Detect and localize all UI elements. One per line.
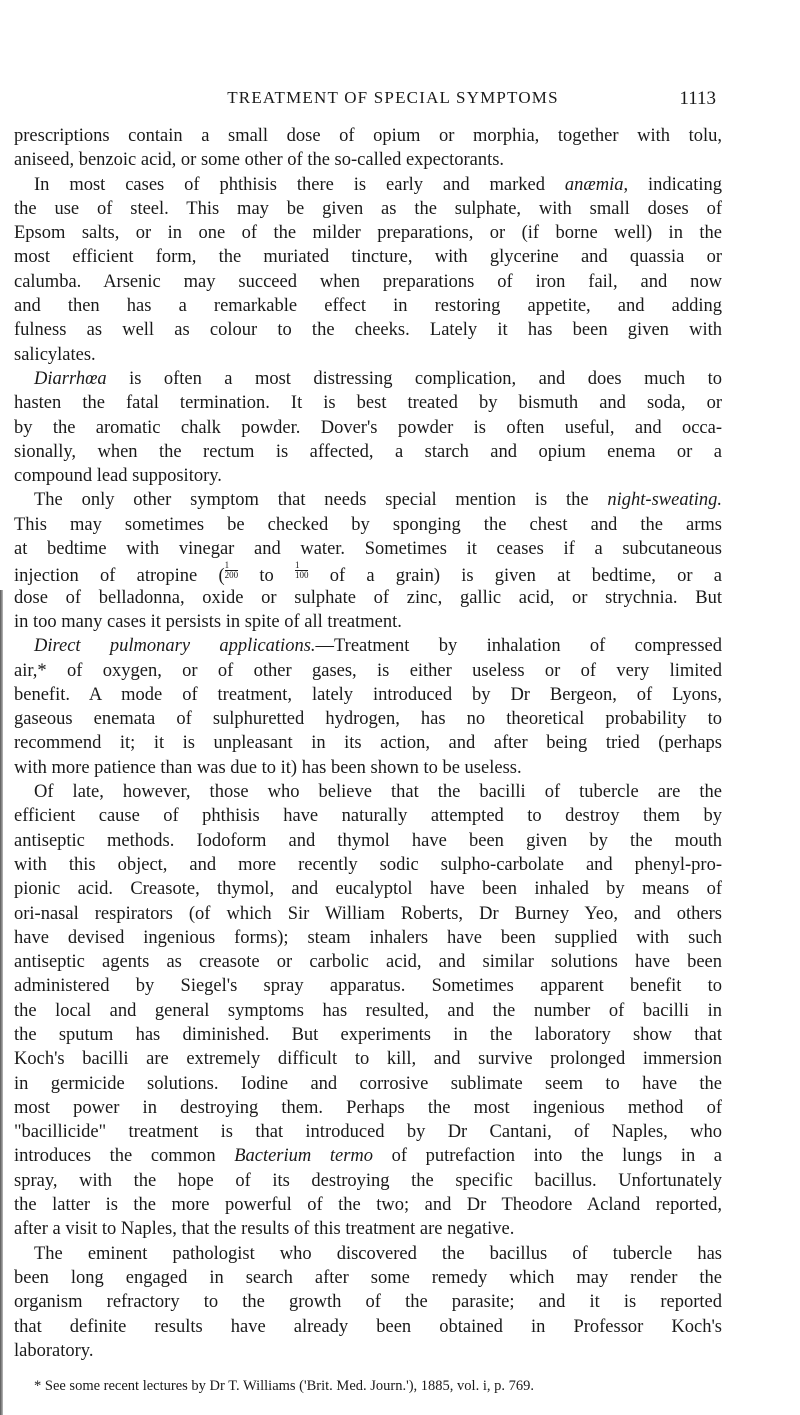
text-line: salicylates. [14,344,96,365]
fraction-1-200: $\frac{1}{200}$ [224,561,239,581]
text-line: The only other symptom that needs special mention is the night-sweating. [34,490,722,511]
text-line: laboratory. [14,1340,94,1361]
text-line: ori-nasal respirators (of which Sir William Roberts, Dr Burney Yeo, and others [14,903,722,924]
text-line: injection of atropine ( $\frac{1}{200}$ to $\frac{1}{100}$ of a grain) is given at bedtime, or a [14,561,722,586]
text-line: recommend it; it is unpleasant in its action, and after being tried (perhaps [14,733,722,754]
page-edge-shadow [0,590,3,1415]
text-line: the use of steel. This may be given as the sulphate, with small doses of [14,198,722,219]
text-line: "bacillicide" treatment is that introduced by Dr Cantani, of Naples, who [14,1122,722,1143]
text-line: benefit. A mode of treatment, lately introduced by Dr Bergeon, of Lyons, [14,684,722,705]
footnote: * See some recent lectures by Dr T. Williams ('Brit. Med. Journ.'), 1885, vol. i, p. 769. [34,1378,534,1394]
text-line: aniseed, benzoic acid, or some other of the so-called expectorants. [14,150,505,171]
text-line: antiseptic agents as creasote or carbolic acid, and similar solutions have been [14,952,722,973]
direct-applications-heading: Direct pulmonary applications. [34,636,316,657]
text-line: that definite results have already been obtained in Professor Koch's [14,1316,722,1337]
text-line: with more patience than was due to it) has been shown to be useless. [14,757,522,778]
text-line: been long engaged in search after some remedy which may render the [14,1267,722,1288]
text-line: in germicide solutions. Iodine and corrosive sublimate seem to have the [14,1073,722,1094]
text-line: Of late, however, those who believe that the bacilli of tubercle are the [34,782,722,803]
diarrhoea-heading: Diarrhœa [34,368,107,389]
text-line: the sputum has diminished. But experiments in the laboratory show that [14,1024,722,1045]
text-line: and then has a remarkable effect in restoring appetite, and adding [14,296,722,317]
text-line: prescriptions contain a small dose of opium or morphia, together with tolu, [14,126,722,146]
text-line: The eminent pathologist who discovered the bacillus of tubercle has [34,1243,722,1264]
text-line: Direct pulmonary applications.—Treatment by inhalation of compressed [34,636,722,657]
text-line: organism refractory to the growth of the parasite; and it is reported [14,1292,722,1313]
running-title: TREATMENT OF SPECIAL SYMPTOMS [227,88,559,107]
text-line: at bedtime with vinegar and water. Sometimes it ceases if a subcutaneous [14,539,722,560]
text-line: Diarrhœa is often a most distressing complication, and does much to [34,368,722,389]
text-line: in too many cases it persists in spite of all treatment. [14,611,402,632]
anaemia-term: anæmia [564,174,624,195]
text-line: antiseptic methods. Iodoform and thymol have been given by the mouth [14,830,722,851]
text-line: with this object, and more recently sodic sulpho-carbolate and phenyl-pro- [14,854,722,875]
text-line: after a visit to Naples, that the results of this treatment are negative. [14,1219,515,1240]
text-line: by the aromatic chalk powder. Dover's powder is often useful, and occa- [14,417,722,438]
text-line: spray, with the hope of its destroying the specific bacillus. Unfortunately [14,1170,722,1191]
text-line: sionally, when the rectum is affected, a starch and opium enema or a [14,441,722,462]
body-text [14,124,722,1363]
text-line: hasten the fatal termination. It is best treated by bismuth and soda, or [14,393,722,414]
page-number: 1113 [679,88,716,109]
night-sweating-term: night-sweating. [607,490,722,511]
text-line: have devised ingenious forms); steam inhalers have been supplied with such [14,927,722,948]
text-line: efficient cause of phthisis have naturally attempted to destroy them by [14,806,722,827]
text-line: fulness as well as colour to the cheeks. Lately it has been given with [14,320,722,341]
text-line: compound lead suppository. [14,466,222,487]
text-line: air,* of oxygen, or of other gases, is either useless or of very limited [14,660,722,681]
text-line: introduces the common Bacterium termo of putrefaction into the lungs in a [14,1146,722,1167]
bacterium-termo-term: Bacterium termo [234,1146,374,1167]
text-line: the local and general symptoms has resulted, and the number of bacilli in [14,1000,722,1021]
text-line: This may sometimes be checked by sponging the chest and the arms [14,514,722,535]
text-line: most efficient form, the muriated tincture, with glycerine and quassia or [14,247,722,268]
text-line: pionic acid. Creasote, thymol, and eucalyptol have been inhaled by means of [14,879,722,900]
text-line: administered by Siegel's spray apparatus. Sometimes apparent benefit to [14,976,722,997]
fraction-1-100: $\frac{1}{100}$ [294,561,309,581]
text-line: gaseous enemata of sulphuretted hydrogen, has no theoretical probability to [14,709,722,730]
text-line: Koch's bacilli are extremely difficult to kill, and survive prolonged immersion [14,1049,722,1070]
text-line: most power in destroying them. Perhaps the most ingenious method of [14,1097,722,1118]
text-line: In most cases of phthisis there is early and marked anæmia, indicating [34,174,722,195]
text-line: calumba. Arsenic may succeed when preparations of iron fail, and now [14,271,722,292]
text-line: the latter is the more powerful of the two; and Dr Theodore Acland reported, [14,1195,722,1216]
text-line: Epsom salts, or in one of the milder preparations, or (if borne well) in the [14,223,722,244]
page-header [0,88,800,112]
text-line: dose of belladonna, oxide or sulphate of zinc, gallic acid, or strychnia. But [14,587,722,608]
